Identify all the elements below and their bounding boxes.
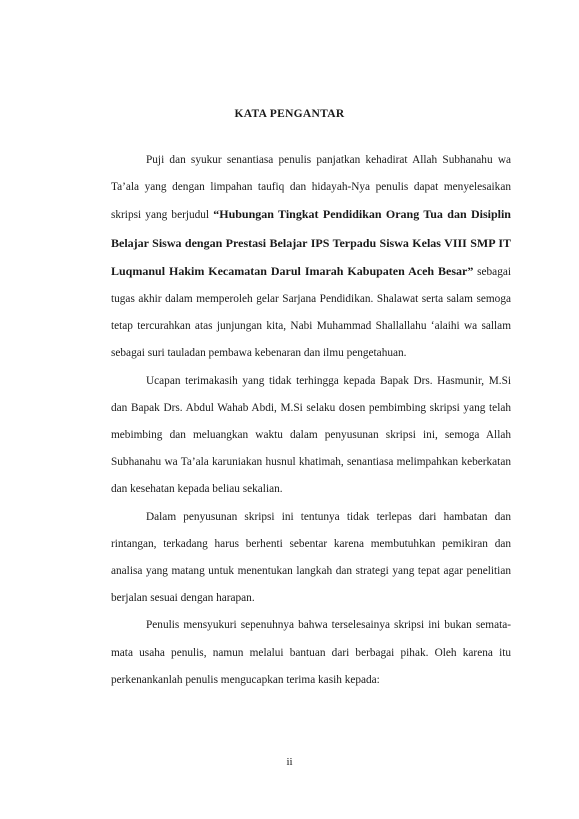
page-number: ii <box>286 756 293 768</box>
paragraph-tail: sebagai tugas akhir dalam memperoleh gelar Sarjana Pendidikan. Shalawat serta salam semoga tetap tercurahkan atas junjungan kita, Nabi Muhammad Shallallahu ‘alaihi wa sallam sebagai suri tauladan pembawa kebenaran dan ilmu pengetahuan. <box>111 265 511 360</box>
paragraph-lead: Puji dan syukur senantiasa penulis panjatkan kehadirat Allah Subhanahu wa Ta’ala yang dengan limpahan taufiq dan hidayah-Nya penulis dapat menyelesaikan skripsi yang berjudul <box>111 154 511 222</box>
paragraph-opening <box>111 147 511 368</box>
page-title: KATA PENGANTAR <box>234 108 345 120</box>
document-body <box>111 147 511 694</box>
paragraph-obstacles: Dalam penyusunan skripsi ini tentunya tidak terlepas dari hambatan dan rintangan, terkadang harus berhenti sebentar karena membutuhkan pemikiran dan analisa yang matang untuk menentukan langkah dan strategi yang tepat agar penelitian berjalan sesuai dengan harapan. <box>111 510 511 605</box>
thesis-title: “Hubungan Tingkat Pendidikan Orang Tua dan Disiplin Belajar Siswa dengan Prestasi Belajar IPS Terpadu Siswa Kelas VIII SMP IT Luqmanul Hakim Kecamatan Darul Imarah Kabupaten Aceh Besar” <box>111 207 511 278</box>
paragraph-acknowledgement: Ucapan terimakasih yang tidak terhingga kepada Bapak Drs. Hasmunir, M.Si dan Bapak Drs. Abdul Wahab Abdi, M.Si selaku dosen pembimbing skripsi yang telah mebimbing dan meluangkan waktu dalam penyusunan skripsi ini, semoga Allah Subhanahu wa Ta’ala karuniakan husnul khatimah, senantiasa melimpahkan keberkatan dan kesehatan kepada beliau sekalian. <box>111 374 511 496</box>
paragraph-gratitude: Penulis mensyukuri sepenuhnya bahwa terselesainya skripsi ini bukan semata-mata usaha penulis, namun melalui bantuan dari berbagai pihak. Oleh karena itu perkenankanlah penulis mengucapkan terima kasih kepada: <box>111 619 511 686</box>
